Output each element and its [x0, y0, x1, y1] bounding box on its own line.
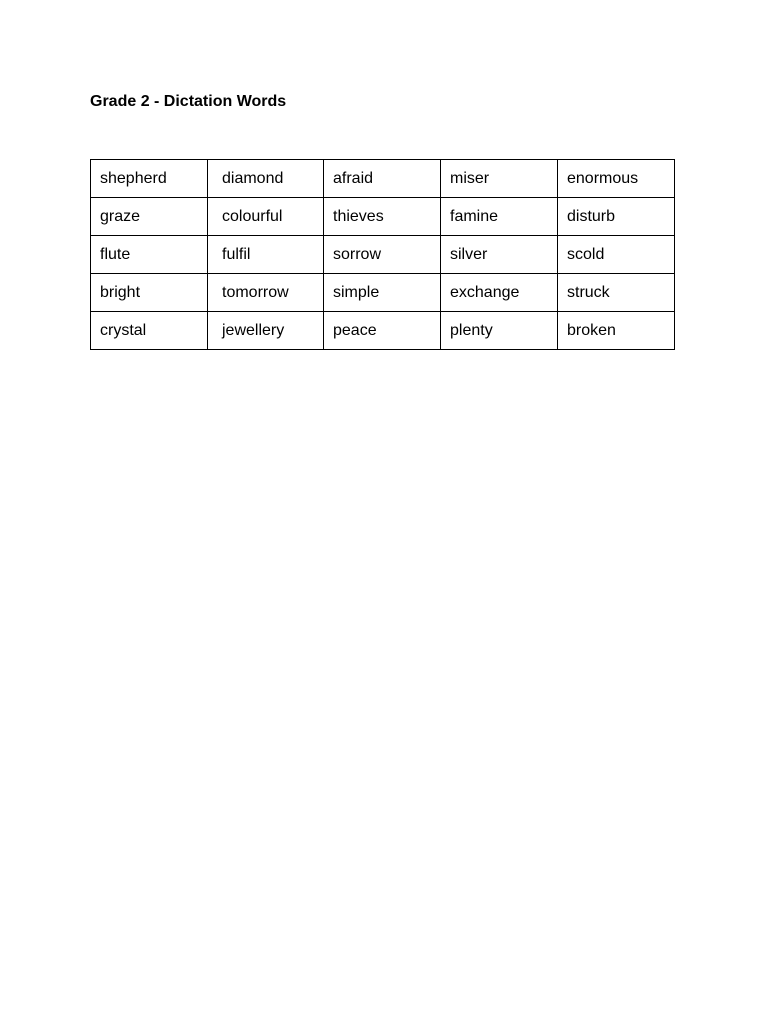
table-cell: graze — [91, 198, 208, 236]
dictation-words-table — [90, 159, 675, 350]
table-cell: struck — [558, 274, 675, 312]
table-cell: simple — [324, 274, 441, 312]
table-cell: fulfil — [208, 236, 324, 274]
table-cell: enormous — [558, 160, 675, 198]
table-cell: tomorrow — [208, 274, 324, 312]
table-cell: plenty — [441, 312, 558, 350]
table-cell: scold — [558, 236, 675, 274]
table-cell: peace — [324, 312, 441, 350]
table-row — [91, 312, 675, 350]
table-cell: shepherd — [91, 160, 208, 198]
table-row — [91, 274, 675, 312]
table-cell: afraid — [324, 160, 441, 198]
table-cell: crystal — [91, 312, 208, 350]
table-cell: sorrow — [324, 236, 441, 274]
table-row — [91, 198, 675, 236]
document-title: Grade 2 - Dictation Words — [90, 93, 287, 110]
table-cell: famine — [441, 198, 558, 236]
table-row — [91, 236, 675, 274]
table-row — [91, 160, 675, 198]
table-cell: miser — [441, 160, 558, 198]
table-cell: colourful — [208, 198, 324, 236]
table-cell: broken — [558, 312, 675, 350]
table-cell: jewellery — [208, 312, 324, 350]
table-cell: diamond — [208, 160, 324, 198]
table-cell: disturb — [558, 198, 675, 236]
table-cell: exchange — [441, 274, 558, 312]
table-cell: flute — [91, 236, 208, 274]
table-cell: thieves — [324, 198, 441, 236]
table-cell: bright — [91, 274, 208, 312]
table-cell: silver — [441, 236, 558, 274]
